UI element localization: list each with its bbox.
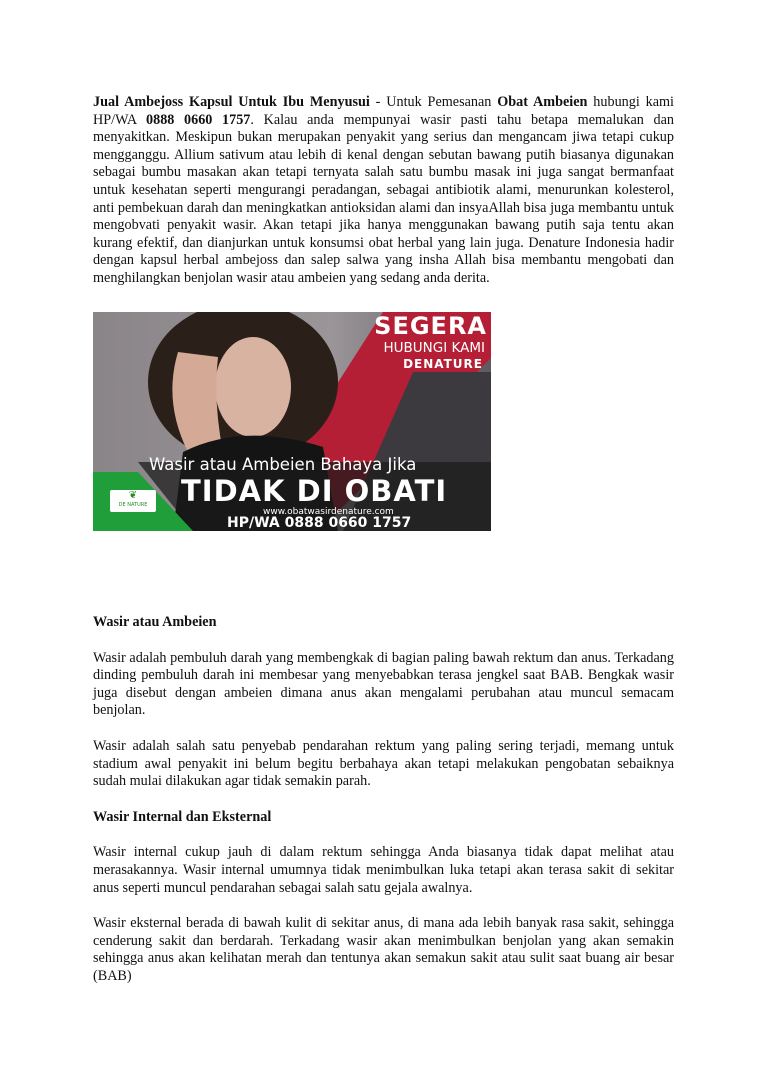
document-content bbox=[93, 94, 674, 288]
intro-paragraph bbox=[93, 94, 674, 288]
banner-segera-text: SEGERA bbox=[374, 312, 487, 340]
banner-hubungi-text: HUBUNGI KAMI bbox=[383, 340, 485, 356]
section-paragraph: Wasir internal cukup jauh di dalam rektum sehingga Anda biasanya tidak dapat melihat atau merasakannya. Wasir internal umumnya tidak menimbulkan luka tetapi akan terasa sakit di sekitar anus seperti muncul pendarahan sebagai salah satu gejala awalnya. bbox=[93, 844, 674, 896]
banner-hp-text: HP/WA 0888 0660 1757 bbox=[227, 515, 412, 531]
logo-leaf-icon: ❦ bbox=[128, 490, 138, 501]
intro-phone: 0888 0660 1757 bbox=[146, 111, 251, 128]
section-paragraph: Wasir adalah salah satu penyebab pendarahan rektum yang paling sering terjadi, memang untuk stadium awal penyakit ini belum begitu berbahaya akan tetapi melakukan pengobatan sebaiknya sudah mulai dilakukan agar tidak semakin parah. bbox=[93, 737, 674, 790]
intro-body: . Kalau anda mempunyai wasir pasti tahu betapa memalukan dan menyakitkan. Meskipun bukan merupakan penyakit yang serius dan mengancam jiwa tetapi cukup mengganggu. Allium sativum atau lebih di kenal dengan sebutan bawang putih biasanya digunakan sebagai bumbu masakan akan tetapi ternyata salah satu bumbu masak ini juga sangat bermanfaat untuk kesehatan seperti mengurangi peradangan, sebagai antibiotik alami, menurunkan kolesterol, anti pembekuan darah dan meningkatkan antioksidan alami dan insyaAllah bisa juga membantu untuk mengobvati penyakit wasir. Akan tetapi jika hanya menggunakan bawang putih saja tentu akan kurang efektif, dan dianjurkan untuk konsumsi obat herbal yang lain juga. Denature Indonesia hadir dengan kapsul herbal ambejoss dan salep salwa yang insha Allah bisa membantu mengobati dan menghilangkan benjolan wasir atau ambeien yang sedang anda derita. bbox=[93, 111, 674, 286]
intro-dash: - Untuk Pemesanan bbox=[369, 94, 498, 110]
article-sections bbox=[93, 614, 674, 986]
intro-title: Jual Ambejoss Kapsul Untuk Ibu Menyusui bbox=[93, 94, 370, 110]
banner-tidak-text: TIDAK DI OBATI bbox=[181, 474, 448, 508]
section-paragraph: Wasir eksternal berada di bawah kulit di sekitar anus, di mana ada lebih banyak rasa sakit, sehingga cenderung sakit dan berdarah. Terkadang wasir akan menimbulkan benjolan yang akan semakin sehingga anus akan kelihatan merah dan tentunya akan semakun sakit atau sulit saat buang air besar (BAB) bbox=[93, 915, 674, 984]
banner-wasir-text: Wasir atau Ambeien Bahaya Jika bbox=[149, 455, 417, 474]
section-heading: Wasir Internal dan Eksternal bbox=[93, 808, 272, 825]
section-paragraph: Wasir adalah pembuluh darah yang membengkak di bagian paling bawah rektum dan anus. Terkadang dinding pembuluh darah ini membesar yang menyebabkan terasa jengkel saat BAB. Bengkak wasir juga disebut dengan ambeien dimana anus akan mengalami perubahan atau muncul semacam benjolan. bbox=[93, 649, 674, 719]
logo-text: DE NATURE bbox=[118, 502, 148, 508]
denature-logo bbox=[110, 490, 156, 512]
intro-contact-prefix: hubungi kami HP/WA bbox=[93, 94, 675, 128]
promo-banner bbox=[93, 312, 491, 531]
section-heading: Wasir atau Ambeien bbox=[93, 614, 217, 630]
banner-url-text: www.obatwasirdenature.com bbox=[263, 507, 394, 517]
banner-denature-text: DENATURE bbox=[403, 357, 483, 371]
banner-woman-face bbox=[215, 337, 291, 437]
intro-product: Obat Ambeien bbox=[497, 94, 588, 110]
